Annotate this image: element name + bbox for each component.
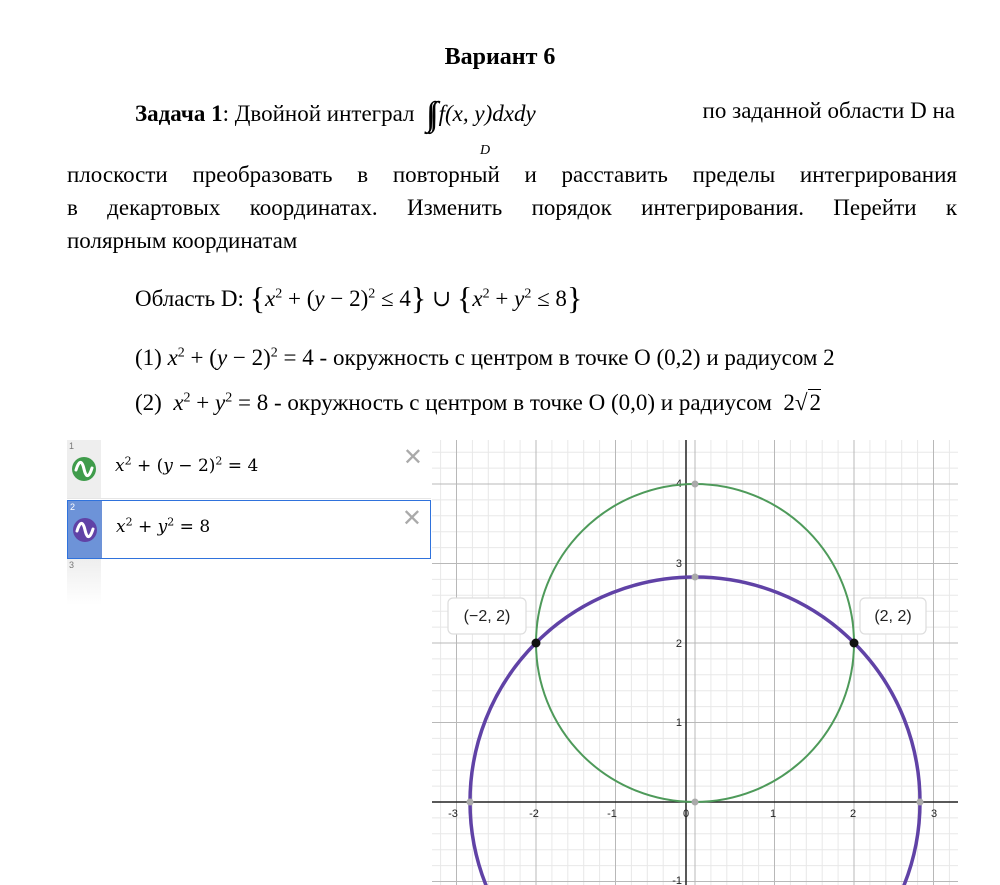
x-tick-label: -3 <box>448 808 458 820</box>
expression-number-2: 2 <box>70 502 76 512</box>
expression-number-3: 3 <box>69 560 75 570</box>
x-tick-label: -1 <box>607 808 617 820</box>
x-tick-label: 2 <box>849 808 857 820</box>
point-label-right <box>860 598 926 634</box>
delete-expression-icon-1[interactable]: ✕ <box>402 443 423 471</box>
eq1-description: - окружность с центром в точке O (0,2) и радиусом 2 <box>319 345 835 370</box>
delete-expression-icon-2[interactable]: ✕ <box>401 504 422 532</box>
eq2-description: - окружность с центром в точке O (0,0) и радиусом <box>273 390 772 415</box>
y-tick-label: -1 <box>672 875 682 885</box>
y-tick-label: 3 <box>675 558 682 570</box>
graph-canvas[interactable] <box>432 440 958 885</box>
x-tick-label: 1 <box>769 808 777 820</box>
expression-number-1: 1 <box>69 441 75 451</box>
expression-list <box>67 440 431 605</box>
region-definition: Область D: $\{x^2 + (y - 2)^2 \le 4\}$ ∪ $\{x^2 + y^2 \le 8\}$ <box>135 280 583 316</box>
curve-point[interactable] <box>692 574 699 581</box>
task-text-1: : Двойной интеграл <box>222 101 415 126</box>
y-tick-label: 4 <box>675 478 682 490</box>
expression-latex-2[interactable]: $x^2 + y^2 = 8$ <box>116 515 211 537</box>
integral-symbol: ∫∫ <box>425 96 433 133</box>
expression-gutter-2 <box>68 501 102 558</box>
integrand: f(x, y)dxdy <box>438 101 536 126</box>
para-line-4: полярным координатам <box>67 228 298 253</box>
eq2-label: (2) <box>135 390 162 415</box>
y-tick-label: 2 <box>675 638 682 650</box>
para-line-2: плоскости преобразовать в повторный и расставить пределы интегрирования <box>67 162 957 187</box>
task-text-2: по заданной области D на <box>702 98 955 123</box>
new-expression-row[interactable] <box>67 559 101 605</box>
expression-gutter-1 <box>67 440 101 498</box>
union-symbol: ∪ <box>432 286 452 311</box>
point-label-right-text: (2, 2) <box>874 608 912 625</box>
equation-2: (2) $x^2 + y^2 = 8$ - окружность с центром в точке O (0,0) и радиусом 2√2 <box>135 390 822 415</box>
curve-color-icon-1[interactable] <box>71 456 97 482</box>
page-title: Вариант 6 <box>444 44 556 70</box>
task-line-1 <box>135 96 955 158</box>
x-tick-label: -2 <box>529 808 539 820</box>
task-label: Задача 1 <box>135 101 223 126</box>
eq2-radius-coef: 2 <box>783 390 795 415</box>
integral-subscript: D <box>480 143 491 158</box>
region-label: Область D: <box>135 286 244 311</box>
curve-point[interactable] <box>467 799 474 806</box>
y-tick-label: 1 <box>675 717 682 729</box>
point-label-left-text: (−2, 2) <box>463 608 511 625</box>
equation-1: (1) $x^2 + (y - 2)^2 = 4$ - окружность с центром в точке O (0,2) и радиусом 2 <box>135 345 835 370</box>
expression-latex-1[interactable]: $x^2 + (y - 2)^2 = 4$ <box>115 454 259 476</box>
expression-row-2[interactable] <box>67 500 431 559</box>
curve-color-icon-2[interactable] <box>72 517 98 543</box>
curve-point[interactable] <box>692 481 699 488</box>
curve-point[interactable] <box>917 799 924 806</box>
x-tick-label: 3 <box>930 808 938 820</box>
para-line-3: в декартовых координатах. Изменить порядок интегрирования. Перейти к <box>67 195 957 220</box>
intersection-point-right[interactable] <box>850 639 859 648</box>
point-label-left <box>448 598 526 634</box>
x-tick-label: 0 <box>682 808 690 820</box>
curve-point[interactable] <box>692 799 699 806</box>
intersection-point-left[interactable] <box>532 639 541 648</box>
eq2-radius-root: 2 <box>809 390 822 415</box>
eq1-label: (1) <box>135 345 162 370</box>
expression-row-1[interactable] <box>67 440 431 499</box>
